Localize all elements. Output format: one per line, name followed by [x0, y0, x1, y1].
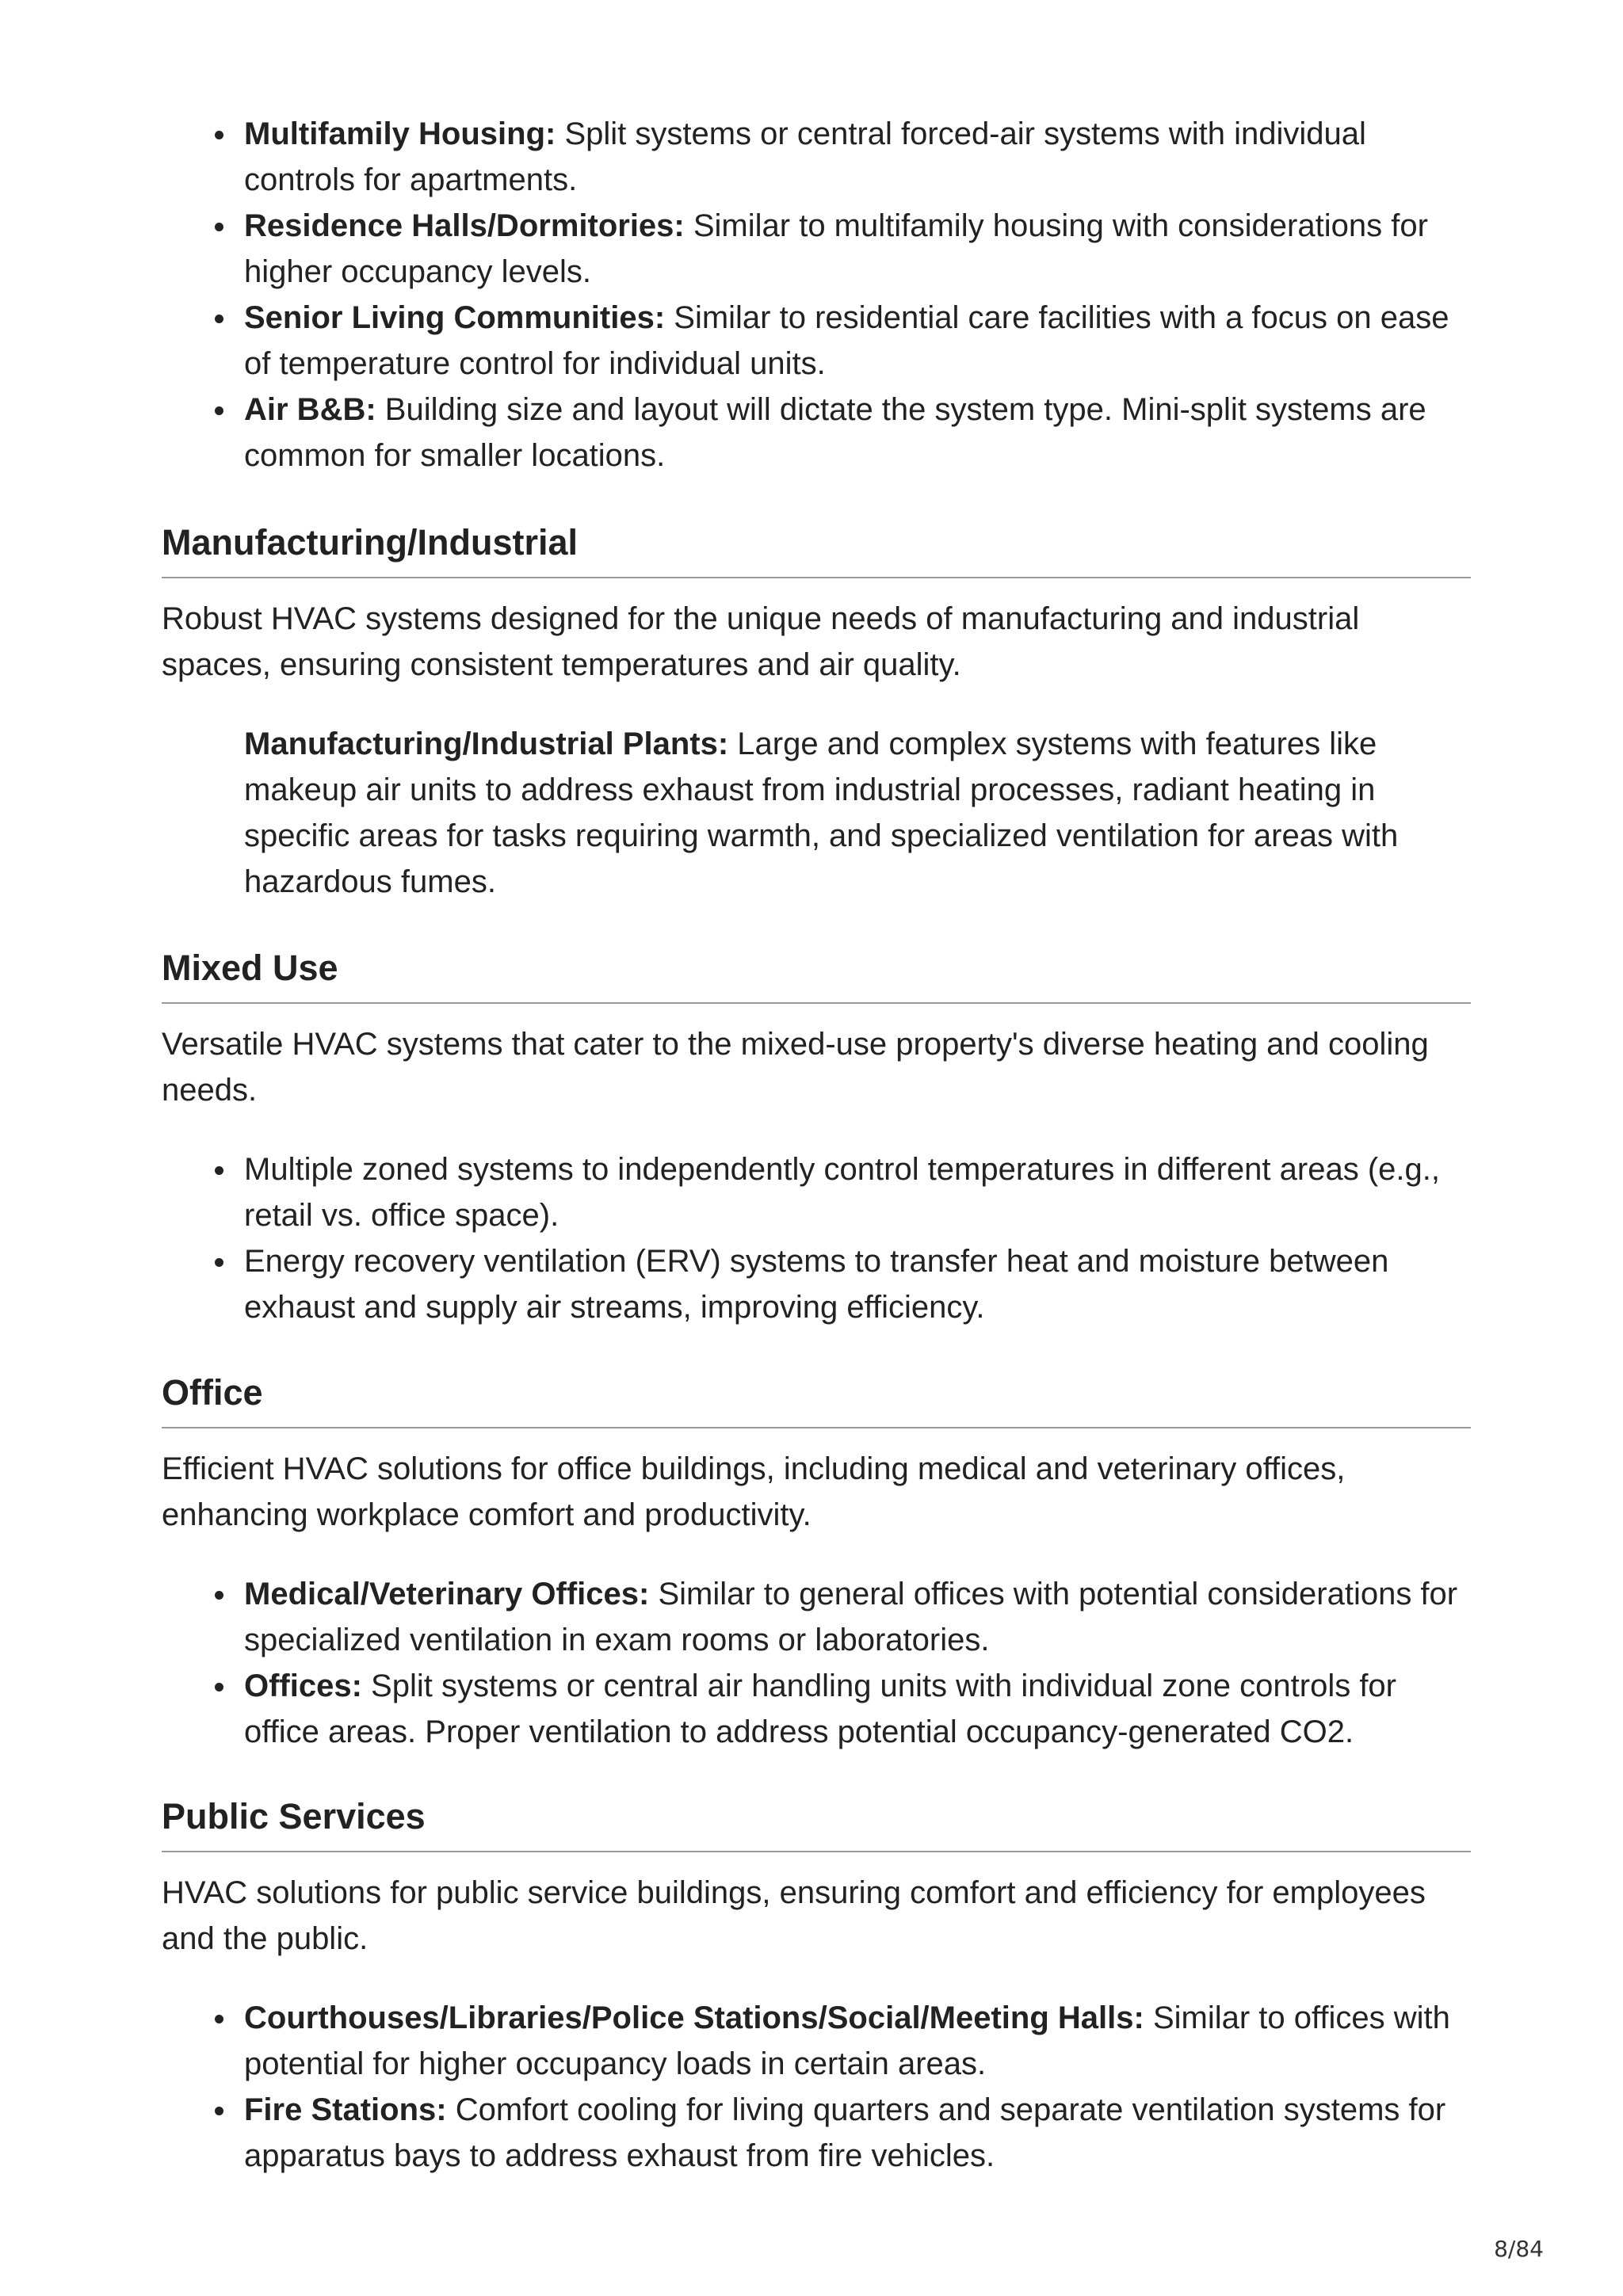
mixed-use-list	[162, 1146, 1471, 1330]
section-lead: HVAC solutions for public service buildings, ensuring comfort and efficiency for employees and the public.	[162, 1875, 1426, 1956]
manufacturing-section	[162, 521, 1471, 905]
list-item-text: Similar to offices with potential for higher occupancy loads in certain areas.	[244, 2000, 1450, 2081]
list-item: Energy recovery ventilation (ERV) systems to transfer heat and moisture between exhaust and supply air streams, improving efficiency.	[244, 1238, 1471, 1330]
page-number: 8/84	[1494, 2236, 1544, 2262]
list-item-term: Offices:	[244, 1669, 362, 1703]
mixed-use-section	[162, 947, 1471, 1330]
list-item	[244, 1995, 1471, 2087]
section-heading: Manufacturing/Industrial	[162, 521, 1471, 578]
section-lead: Versatile HVAC systems that cater to the mixed-use property's diverse heating and cooling needs.	[162, 1027, 1429, 1108]
list-item-text: Split systems or central air handling units with individual zone controls for office areas. Proper ventilation to address potential occupancy-generated CO2.	[244, 1669, 1396, 1749]
list-item-term: Medical/Veterinary Offices:	[244, 1577, 650, 1611]
list-item-text: Similar to residential care facilities with a focus on ease of temperature control for individual units.	[244, 300, 1449, 381]
list-item	[244, 1663, 1471, 1755]
office-list	[162, 1571, 1471, 1755]
list-item-text: Building size and layout will dictate the system type. Mini-split systems are common for smaller locations.	[244, 392, 1426, 473]
section-lead: Efficient HVAC solutions for office buildings, including medical and veterinary offices, enhancing workplace comfort and productivity.	[162, 1451, 1346, 1532]
list-item-term: Residence Halls/Dormitories:	[244, 208, 685, 243]
list-item	[244, 1571, 1471, 1663]
section-heading: Public Services	[162, 1795, 1471, 1852]
intro-section	[162, 111, 1471, 479]
list-item	[244, 387, 1471, 479]
indented-item	[244, 721, 1471, 905]
list-item-text: Split systems or central forced-air systems with individual controls for apartments.	[244, 116, 1366, 197]
housing-list	[162, 111, 1471, 479]
list-item	[244, 111, 1471, 203]
section-heading: Mixed Use	[162, 947, 1471, 1004]
item-term: Manufacturing/Industrial Plants:	[244, 727, 729, 761]
list-item	[244, 203, 1471, 295]
office-section	[162, 1371, 1471, 1755]
list-item-term: Fire Stations:	[244, 2092, 447, 2127]
list-item-text: Similar to multifamily housing with considerations for higher occupancy levels.	[244, 208, 1428, 289]
list-item-term: Senior Living Communities:	[244, 300, 666, 335]
list-item: Multiple zoned systems to independently control temperatures in different areas (e.g., retail vs. office space).	[244, 1146, 1471, 1238]
public-services-section	[162, 1795, 1471, 2179]
item-text: Large and complex systems with features like makeup air units to address exhaust from industrial processes, radiant heating in specific areas for tasks requiring warmth, and specialized ventilation for areas with hazardous fumes.	[244, 727, 1399, 899]
list-item-term: Courthouses/Libraries/Police Stations/Social/Meeting Halls:	[244, 2000, 1144, 2035]
list-item-term: Air B&B:	[244, 392, 376, 427]
section-heading: Office	[162, 1371, 1471, 1428]
public-services-list	[162, 1995, 1471, 2179]
list-item	[244, 2087, 1471, 2179]
section-lead: Robust HVAC systems designed for the unique needs of manufacturing and industrial spaces, ensuring consistent temperatures and air quality.	[162, 601, 1360, 682]
list-item-text: Comfort cooling for living quarters and separate ventilation systems for apparatus bays to address exhaust from fire vehicles.	[244, 2092, 1446, 2173]
list-item-term: Multifamily Housing:	[244, 116, 556, 151]
list-item-text: Similar to general offices with potential considerations for specialized ventilation in exam rooms or laboratories.	[244, 1577, 1458, 1657]
list-item	[244, 295, 1471, 387]
